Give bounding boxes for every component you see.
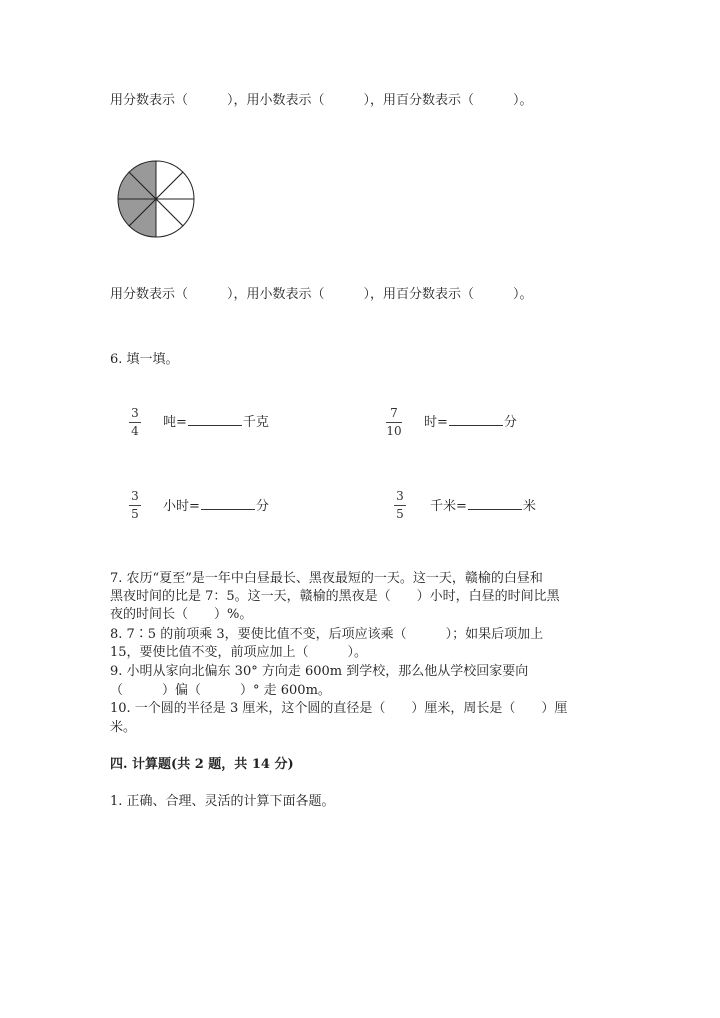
fraction-3-4	[129, 407, 141, 438]
fill-sentence-1: 用分数表示（ ），用小数表示（ ），用百分数表示（ ）。	[110, 93, 533, 108]
q6-item-1: 吨= 千克	[163, 415, 269, 430]
section-title: 四. 计算题(共 2 题，共 14 分)	[110, 757, 294, 772]
fraction-3-5	[129, 490, 141, 521]
pie-chart	[116, 159, 196, 239]
calc-question-1: 1. 正确、合理、灵活的计算下面各题。	[110, 794, 335, 809]
denominator: 10	[386, 424, 402, 438]
numerator: 7	[390, 406, 398, 420]
numerator: 3	[396, 489, 404, 503]
q6-item-4: 千米= 米	[430, 499, 536, 514]
q10-line-2: 米。	[110, 720, 137, 735]
q7-line-1: 7. 农历“夏至”是一年中白昼最长、黑夜最短的一天。这一天，赣榆的白昼和	[110, 571, 543, 586]
denominator: 5	[131, 507, 139, 521]
q7-line-2: 黑夜时间的比是 7：5。这一天，赣榆的黑夜是（ ）小时，白昼的时间比黑	[110, 589, 560, 604]
fraction-3-5-b	[394, 490, 406, 521]
q8-line-1: 8. 7∶5 的前项乘 3，要使比值不变，后项应该乘（ ）；如果后项加上	[110, 627, 544, 642]
answer-blank[interactable]	[468, 497, 522, 510]
fraction-7-10	[386, 407, 402, 438]
q6-title: 6. 填一填。	[110, 352, 179, 367]
q6-item-2: 时= 分	[424, 415, 517, 430]
answer-blank[interactable]	[449, 413, 503, 426]
denominator: 4	[131, 424, 139, 438]
q9-line-1: 9. 小明从家向北偏东 30° 方向走 600m 到学校，那么他从学校回家要向	[110, 664, 529, 679]
q9-line-2: （ ）偏（ ）° 走 600m。	[110, 683, 331, 698]
numerator: 3	[131, 406, 139, 420]
numerator: 3	[131, 489, 139, 503]
q7-line-3: 夜的时间长（ ）%。	[110, 607, 253, 622]
fill-sentence-2: 用分数表示（ ），用小数表示（ ），用百分数表示（ ）。	[110, 287, 533, 302]
answer-blank[interactable]	[188, 413, 242, 426]
q10-line-1: 10. 一个圆的半径是 3 厘米，这个圆的直径是（ ）厘米，周长是（ ）厘	[110, 701, 568, 716]
q8-line-2: 15，要使比值不变，前项应加上（ ）。	[110, 645, 368, 660]
denominator: 5	[396, 507, 404, 521]
q6-item-3: 小时= 分	[163, 499, 269, 514]
answer-blank[interactable]	[201, 497, 255, 510]
